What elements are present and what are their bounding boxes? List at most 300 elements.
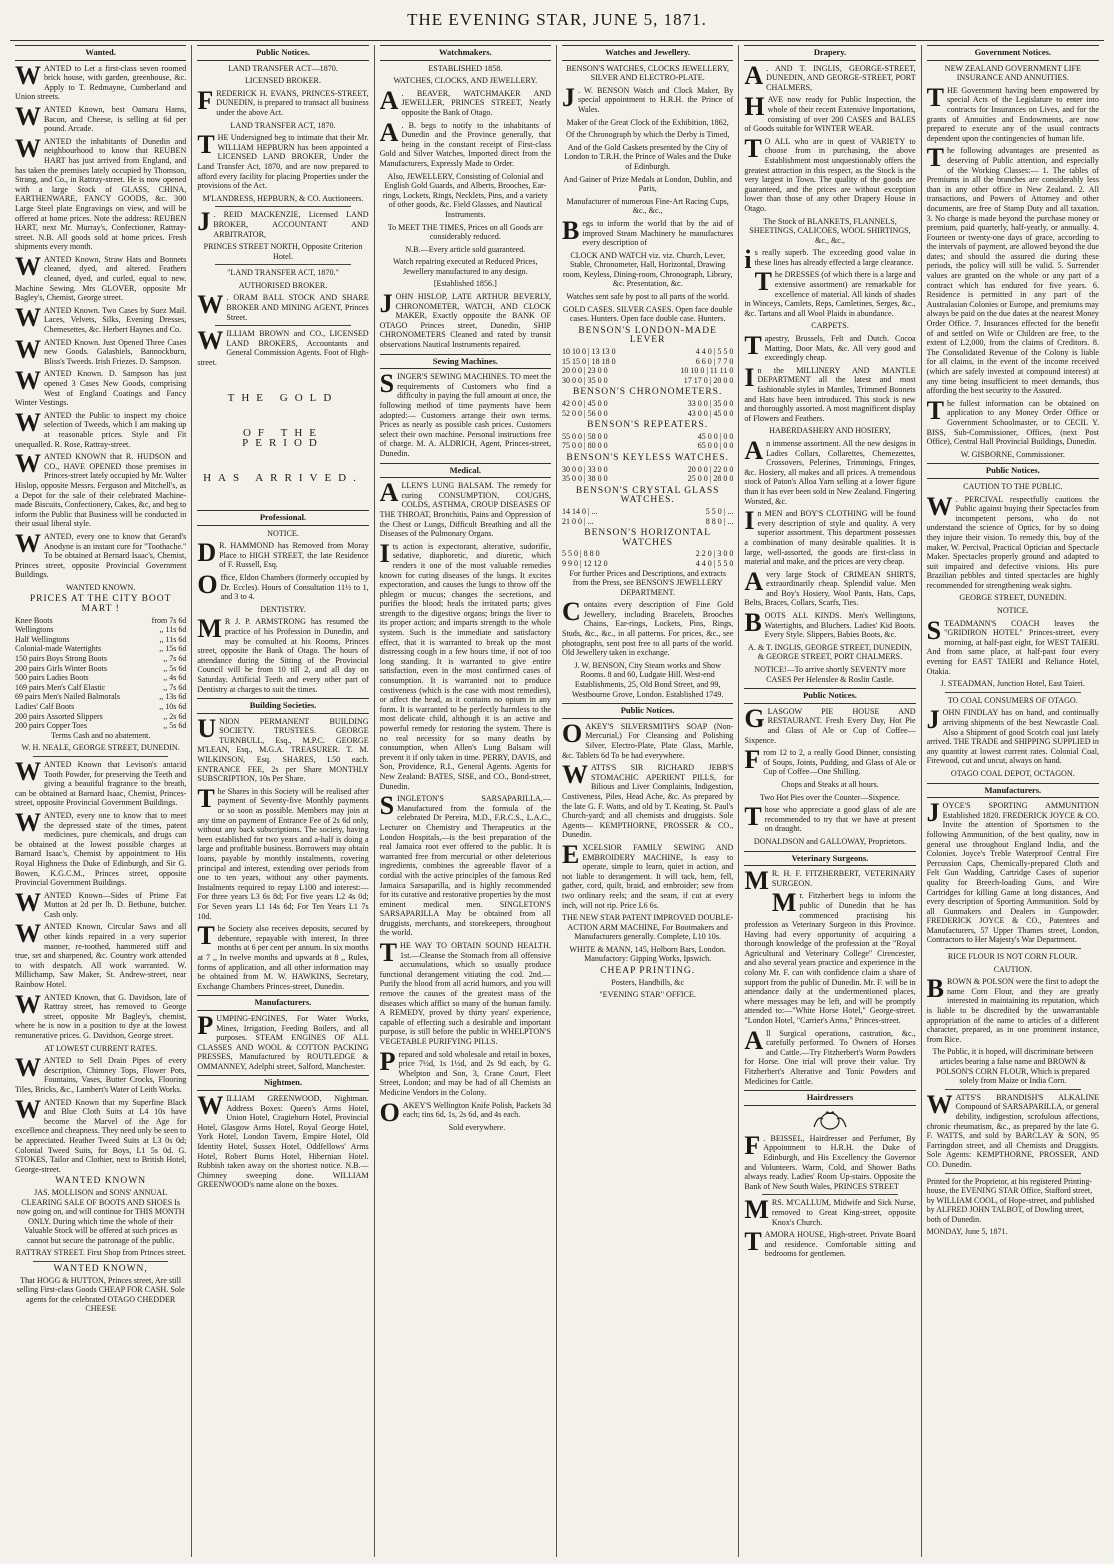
advertisement <box>744 566 916 608</box>
centered-notice: JAS. MOLLISON and SONS' ANNUAL CLEARING SALE OF BOOTS AND SHOES Is now going on, and will continue for THIS MONTH ONLY. During which time the whole of their Valuable Stock will be offered at such prices as cannot but secure the patronage of the public. <box>16 1187 185 1245</box>
drop-cap: B <box>561 215 580 245</box>
advertisement <box>197 538 369 570</box>
advertisement <box>15 887 187 920</box>
advertisement <box>744 866 916 896</box>
drop-cap: A <box>379 117 399 147</box>
advertisement <box>379 289 551 350</box>
price-row <box>562 549 733 559</box>
centered-notice: RICE FLOUR IS NOT CORN FLOUR. <box>947 952 1078 962</box>
ad-headline: BENSON'S HORIZONTAL WATCHES <box>584 528 712 548</box>
ad-body: ANTED KNOWN that R. HUDSON and CO., HAVE OPENED those premises in Princes-street lately occupied by Mr. Walter Hislop, opposite Messrs. Ferguson and Mitchell's, as a Depot for the sale of their celebrated Machine-made Biscuits, Confectionery, Cakes, &c, and beg to inform the Public that Business will be conducted in their usual liberal style. <box>15 452 187 529</box>
price-value: ,, 5s 6d <box>163 663 187 673</box>
centered-notice: LICENSED BROKER. <box>244 76 321 86</box>
ad-body: ANTED, every one to know that to meet the depressed state of the times, patent medicines, pure chemicals, and drugs can be obtained at the lowest possible charges at Barnard Isaac's, Chemist by appointment to His Royal Highness the Duke of Edinburgh, and Sir G. Bowen, K.G.C.M., Princes street, opposite Provincial Government Buildings. <box>15 810 187 888</box>
drop-cap: A <box>744 1025 764 1055</box>
price-value: 20 0 0 | 22 0 0 <box>687 464 734 474</box>
section-heading: Watches and Jewellery. <box>562 45 733 61</box>
column-3 <box>375 45 557 1557</box>
advertisement <box>744 331 916 363</box>
advertisement <box>744 1227 916 1259</box>
price-item: 5 5 0 | 8 8 0 <box>561 549 600 559</box>
column-6 <box>922 45 1104 1557</box>
advertisement <box>379 85 551 118</box>
centered-notice: "EVENING STAR" OFFICE. <box>599 990 696 1000</box>
drop-cap: J <box>926 798 940 828</box>
centered-notice: To MEET THE TIMES, Prices on all Goods are considerably reduced. <box>387 222 543 242</box>
divider <box>33 756 168 757</box>
advertisement <box>15 528 187 580</box>
divider <box>215 206 350 207</box>
drop-cap: J <box>379 289 393 319</box>
ad-headline: BENSON'S REPEATERS. <box>587 420 709 431</box>
price-list <box>562 399 733 418</box>
price-item: 69 pairs Men's Nailed Balmorals <box>15 692 120 702</box>
centered-notice: DONALDSON and GALLOWAY, Proprietors. <box>753 836 907 846</box>
price-row <box>562 517 733 527</box>
section-heading: Public Notices. <box>927 463 1099 479</box>
price-item: Ladies' Calf Boots <box>15 702 75 711</box>
centered-notice: AUTHORISED BROKER. <box>238 280 328 290</box>
price-list <box>562 465 733 484</box>
drop-cap: F <box>744 745 761 775</box>
display-line: THE GOLD <box>227 391 339 404</box>
drop-cap: S <box>926 615 942 645</box>
centered-notice: Watch repairing executed at Reduced Prices, Jewellery manufactured to any design. <box>393 257 538 276</box>
advertisement <box>197 921 369 991</box>
price-list <box>15 616 186 731</box>
centered-notice: LAND TRANSFER ACT, 1870. <box>230 120 336 130</box>
advertisement <box>197 783 369 921</box>
centered-notice: OTAGO COAL DEPOT, OCTAGON. <box>950 768 1075 778</box>
price-value: ,, 15s 6d <box>159 644 187 654</box>
ad-body: HE Government having been empowered by special Acts of the Legislature to enter into contracts for Insurances on Lives, and for the grants of Annuities and Endowments, are now prepared to execute any of the usual contracts dependent upon the contingencies of human life. <box>926 85 1099 143</box>
advertisement <box>744 1195 916 1227</box>
advertisement <box>744 1025 916 1087</box>
drop-cap: P <box>197 1010 214 1040</box>
drop-cap: J <box>197 207 211 237</box>
drop-cap: W <box>15 407 41 437</box>
price-item: 30 0 0 | 35 0 0 <box>561 375 608 385</box>
advertisement <box>744 1130 916 1192</box>
price-row <box>562 432 733 442</box>
advertisement <box>197 290 369 322</box>
drop-cap: W <box>15 887 41 917</box>
divider <box>945 692 1081 693</box>
ad-body: ATTS'S SIR RICHARD JEBB'S STOMACHIC APERIENT PILLS, for Bilious and Liver Complaints, Indigestion, Costiveness, Piles, Head Ache, &c. As prepared by the late G. F. Watts, and old by T. Keating, St. Paul's Church-yard; and all chemists and druggists. Sole Agents— KEMPTHORNE, PROSSER & CO., Dunedin. <box>561 763 734 840</box>
centered-notice: For further Prices and Descriptions, and extracts from the Press, see BENSON'S JEWELLERY DEPARTMENT. <box>569 568 726 597</box>
drop-cap: A <box>379 85 399 115</box>
drop-cap: A <box>744 566 764 596</box>
drop-cap: W <box>15 101 41 131</box>
price-value: ,, 7s 6d <box>163 654 187 664</box>
price-value: ,, 10s 6d <box>159 702 187 711</box>
advertisement <box>926 974 1099 1044</box>
ad-body: XCELSIOR FAMILY SEWING AND EMBROIDERY MACHINE, Is easy to operate, simple to learn, quiet in action, and not liable to derangement. It will tack, hem, fell, gather, cord, quilt, braid, and embroider; sew from two ordinary reels; and the seam, if cut at every inch, will not rip. Price L6 6s. <box>561 842 734 910</box>
advertisement <box>197 207 369 239</box>
ad-headline: BENSON'S KEYLESS WATCHES. <box>566 452 729 463</box>
drop-cap: i <box>744 245 752 275</box>
advertisement <box>379 117 551 169</box>
ad-body: . AND T. INGLIS, GEORGE-STREET, DUNEDIN, AND GEORGE-STREET, PORT CHALMERS, <box>766 63 916 92</box>
centered-notice: Watches sent safe by post to all parts of the world. <box>566 292 730 302</box>
drop-cap: A <box>744 435 764 465</box>
price-value: ,, 4s 6d <box>163 673 187 683</box>
drop-cap: W <box>15 133 41 163</box>
advertisement <box>197 130 369 191</box>
column-5 <box>739 45 921 1557</box>
royal-crest-icon <box>810 1109 850 1131</box>
ad-body: ANTED to Let a first-class seven roomed brick house, with garden, greenhouse, &c. Apply to T. Redmayne, Cumberland and Union streets. <box>15 63 187 102</box>
centered-notice: Chops and Steaks at all hours. <box>781 779 879 789</box>
ad-body: AMORA HOUSE, High-street. Private Board and residence. Comfortable sitting and bedrooms for gentlemen. <box>764 1230 916 1259</box>
price-item: 21 0 0 | ... <box>561 516 594 526</box>
ad-headline: BENSON'S LONDON-MADE LEVER <box>578 325 717 346</box>
centered-notice: Of the Chronograph by which the Derby is Timed, <box>565 130 730 140</box>
column-4 <box>557 45 739 1557</box>
advertisement <box>197 569 369 602</box>
ad-body: ILLIAM GREENWOOD, Nightman. Address Boxes: Queen's Arms Hotel, Union Hotel, Cragieburn Hotel, Provincial Hotel, Glasgow Arms Hotel, Royal George Hotel, York Hotel, London Tavern, Empire Hotel, Old Identity Hotel, Sussex Hotel, Oddfellows' Arms Hotel, Robert Burns Hotel, Hibernian Hotel. Rubbish taken away on the shortest notice. N.B.—Chimney sweeping done. WILLIAM GREENWOOD's name alone on the boxes. <box>197 1094 369 1190</box>
centered-notice: LAND TRANSFER ACT—1870. <box>228 63 338 73</box>
advertisement <box>15 60 187 102</box>
price-item: Half Wellingtons <box>15 634 70 644</box>
drop-cap: A <box>379 478 399 508</box>
ad-body: HE WAY TO OBTAIN SOUND HEALTH. 1st.—Cleanse the Stomach from all offensive accumulations, which so usually produce functional derangement vitiating the cod. 2nd.—Purify the blood from all acrid humors, and you will remove the causes of the greatest mass of the diseases which afflict so many of the human family. A REMEDY, proved by thirty years' experience, capable of effecting such a desirable and important purpose, is still before the public in WHELPTON'S VEGETABLE PURIFYING PILLS. <box>379 941 551 1046</box>
price-row <box>562 441 733 451</box>
price-row <box>15 654 186 664</box>
ad-body: s really superb. The exceeding good value in these lines has already effected a large clearance. <box>754 248 916 267</box>
price-value: 25 0 0 | 28 0 0 <box>687 474 734 484</box>
centered-notice: J. W. BENSON, City Steam works and Show Rooms. 8 and 60, Ludgate Hill. West-end Establishments, 25, Old Bond Street, and 99, Westbourne Grove, London. Established 1749. <box>571 660 724 699</box>
section-heading: Nightmen. <box>197 1075 368 1091</box>
centered-notice: AT LOWEST CURRENT RATES. <box>44 1043 158 1053</box>
advertisement <box>744 267 916 318</box>
price-value: ,, 11s 6d <box>159 625 187 635</box>
price-item: 55 0 0 | 58 0 0 <box>561 431 608 441</box>
ad-body: R. HAMMOND has Removed from Moray Place to HIGH STREET, the late Residence of F. Russell, Esq. <box>219 541 369 570</box>
advertisement <box>379 791 551 938</box>
centered-notice: TO COAL CONSUMERS OF OTAGO. <box>947 695 1078 705</box>
centered-notice: BENSON'S WATCHES, CLOCKS JEWELLERY, SILVER AND ELECTRO-PLATE. <box>566 63 730 83</box>
advertisement <box>926 1089 1099 1170</box>
price-row <box>562 409 733 419</box>
ad-body: AKEY'S SILVERSMITH'S SOAP (Non-Mercurial,) For Cleansing and Polishing Silver, Electro-Plate, Plate Glass, Marble, &c. Tablets 6d To be had everywhere. <box>561 721 734 760</box>
drop-cap: G <box>744 703 765 733</box>
drop-cap: F <box>197 85 214 115</box>
ad-body: apestry, Brussels, Felt and Dutch. Cocoa Matting, Door Mats, &c. All very good and exceedingly cheap. <box>764 334 916 363</box>
ad-body: OHN FINDLAY has on hand, and continually arriving shipments of the best Newcastle Coal. Also a Shipment of good Scotch coal just lately arrived. THE TRADE and SHIPPING SUPPLIED in any quantity at lowest current rates. Colonial Coal, Firewood, cut and uncut, always on hand. <box>926 708 1099 766</box>
ad-body: O ALL who are in quest of VARIETY to choose from in purchasing, the above Establishment most unquestionably offers the greatest attraction in this respect, as the Stock is the very largest in Town. The quality of the goods are guaranteed, and the prices are without exception lower than those of any other Drapery House in Otago. <box>744 136 916 213</box>
ad-body: LLEN'S LUNG BALSAM. The remedy for curing CONSUMPTION, COUGHS, COLDS, ASTHMA, CROUP DISEASES OF THE THROAT, Bronchitis, Pains and Oppression of the Chest or Lungs, Difficult Breathing and all the Diseases of the Pulmonary Organs. <box>379 481 551 539</box>
ad-body: ANTED Known. Just Opened Three Cases new Goods. Galashiels, Bannockburn, Bliss's Tweeds. Irish Friezes. D. Sampson. <box>44 337 187 366</box>
centered-notice: RATTRAY STREET. First Shop from Princes street. <box>15 1248 186 1258</box>
ad-body: NION PERMANENT BUILDING SOCIETY. TRUSTEES. GEORGE TURNBULL, Esq., M.P.C. GEORGE M'LEAN, Esq., M.G.A. TREASURER. T. M. WILKINSON, Esq. SHARES, L50 each. ENTRANCE FEE, 2s per Share MONTHLY SUBSCRIPTION, 10s Per Share. <box>197 716 369 784</box>
advertisement <box>744 362 916 424</box>
ad-body: ILLIAM BROWN and CO., LICENSED LAND BROKERS, Accountants and General Commission Agents. Foot of High-street. <box>197 329 369 368</box>
drop-cap: W <box>561 760 588 790</box>
price-value: 43 0 0 | 45 0 0 <box>687 408 734 418</box>
price-row <box>15 721 186 731</box>
drop-cap: T <box>744 133 762 163</box>
price-row <box>562 347 733 357</box>
ad-body: INGLETON'S SARSAPARILLA,— Manufactured from the formula of the celebrated Dr Pereira, M.D., F.R.C.S., L.A.C., Lecturer on Chemistry and Therapeutics at the London Hospitals,—is the best preparation of the real Jamaica root ever offered to the public. It is warranted free from mercurial or other deleterious ingredients, combines the agreeable flavor of a cordial with the active principles of the famous Red Jamaica Sarsaparilla, and is highly recommended for its curative and restorative properties by the most eminent medical men. SINGLETON'S SARSAPARILLA May be obtained from all druggists, merchants, and storekeepers, throughout the world. <box>379 794 551 938</box>
ad-body: repared and sold wholesale and retail in boxes, price 7½d, 1s 1½d, and 2s 9d each, by G. Whelpton and Son, 3, Crane Court, Fleet Street, London; and may be had of all Chemists an Medicine Vendors in the Colony. <box>379 1049 551 1097</box>
drop-cap: W <box>15 60 41 90</box>
ad-body: INGER'S SEWING MACHINES. TO meet the requirements of Customers who find a difficulty in paying the full amount at once, the following method of time payments have been adopted:— Customers arrange their own terms. Prices as nearly as possible cash prices. Customers select their own machine. Personal instructions free of charge. M. A. ALDRICH, Agent, Princes-street, Dunedin. <box>379 372 551 458</box>
centered-notice: CAUTION TO THE PUBLIC. <box>963 481 1063 491</box>
price-item: 15 15 0 | 18 18 0 <box>561 356 616 366</box>
advertisement <box>197 713 369 784</box>
drop-cap: W <box>15 1053 41 1083</box>
section-heading: Public Notices. <box>562 703 733 719</box>
advertisement <box>561 215 734 248</box>
price-item: 52 0 0 | 56 0 0 <box>561 408 608 418</box>
drop-cap: I <box>744 362 755 392</box>
centered-notice: PRINCES STREET NORTH, Opposite Criterion Hotel. <box>203 242 363 261</box>
ad-body: ffice, Eldon Chambers (formerly occupied by Dr. Eccles). Hours of Consultation 11½ to 1, and 3 to 4. <box>220 572 369 602</box>
drop-cap: U <box>197 713 217 743</box>
ad-body: . B. begs to notify to the inhabitants of Dunedin and the Province generally, that being in the constant receipt of First-class Gold and Silver Watches, Imported direct from the Manufacturers, Expressly Made to Order. <box>379 120 551 168</box>
drop-cap: M <box>197 614 222 644</box>
advertisement <box>744 435 916 506</box>
price-value: 33 0 0 | 35 0 0 <box>687 399 734 408</box>
ad-body: ANTED the Public to inspect my choice selection of Tweeds, which I am making up at reasonable prices. Style and Fit unequalled. R. Rose, Rattray-street. <box>15 410 187 449</box>
price-row <box>15 625 186 635</box>
advertisement <box>744 506 916 567</box>
advertisement <box>15 449 187 529</box>
drop-cap: T <box>926 82 944 112</box>
price-item: 35 0 0 | 38 0 0 <box>561 474 608 484</box>
ad-body: ROWN & POLSON were the first to adopt the name Corn Flour, and they are greatly interested in maintaining its reputation, which is liable to be discredited by the unwarrantable appropriation of the name to articles of a different character, prepared, as in one prominent instance, from Rice. <box>926 977 1099 1044</box>
price-list <box>562 432 733 451</box>
section-heading: Wanted. <box>15 45 186 61</box>
centered-notice: DENTISTRY. <box>260 604 306 614</box>
divider <box>762 1194 897 1195</box>
advertisement <box>744 745 916 777</box>
drop-cap: C <box>561 597 581 627</box>
price-row <box>562 559 733 569</box>
drop-cap: T <box>744 802 762 832</box>
price-item: 9 9 0 | 12 12 0 <box>561 558 608 568</box>
centered-notice: W. H. NEALE, GEORGE STREET, DUNEDIN. <box>21 743 180 753</box>
price-list <box>562 507 733 526</box>
ad-headline: PRICES AT THE CITY BOOT MART ! <box>29 594 172 615</box>
price-value: ,, 5s 6d <box>163 721 187 731</box>
ad-body: ANTED Known, Straw Hats and Bonnets cleaned, dyed, and altered. Feathers cleaned, dyed, and curled, equal to new. Machine Sewing. Mrs GLOVER, opposite Mr Bagley's, Chemist, George street. <box>15 254 187 303</box>
price-row <box>562 465 733 475</box>
advertisement <box>15 919 187 990</box>
centered-notice: M'LANDRESS, HEPBURN, & CO. Auctioneers. <box>202 193 364 203</box>
drop-cap: B <box>744 608 762 638</box>
price-value: ,, 13s 6d <box>159 692 187 702</box>
section-heading: Public Notices. <box>744 688 915 704</box>
price-row <box>15 702 186 712</box>
price-item: Wellingtons <box>15 625 54 635</box>
ad-headline: CHEAP PRINTING. <box>600 966 696 977</box>
price-item: 14 14 0 | ... <box>561 506 598 516</box>
ad-body: ANTED the inhabitants of Dunedin and neighbourhood to know that REUBEN HART has just arrived from England, and has taken the premises lately occupied by Thomson, Strang, and Co., in Rattray-street. He is now opened with a large Stock of GLASS, CHINA, EARTHENWARE, FANCY GOODS, &c. 300 Large Steel plate Engravings on view, and will be offered at home prices. Note the address: REUBEN HART, next Mr. Murray's, Confectioner, Rattray-street. N.B. All goods sold at home prices. Fresh shipments every month. <box>15 136 187 252</box>
ad-body: . BEAVER, WATCHMAKER AND JEWELLER, PRINCES STREET, Nearly opposite the Bank of Otago. <box>401 88 551 117</box>
centered-notice: CLOCK AND WATCH viz. viz. Church, Lever, Stable, Chronometer, Hall, Horizontal, Drawing room, Keyless, Dining-room, Chronograph, Library, &c. Presentation, &c. <box>562 250 733 289</box>
ad-body: he Shares in this Society will be realised after payment of Seventy-five Monthly payments or so soon as possible. Members may join at any time on payment of Entrance Fee of 2s 6d only, without any back subscriptions. The society, having been established for two years and a-half is doing a large and profitable business. Borrowers may obtain loans, payable by monthly instalments, covering principal and interest, extending over periods from one to ten years, without any other payments. Instalments required to repay L100 and interest:— For three years L3 6s 8d; For five years L2 4s 0d; For Seven years L1 14s 6d; For Ten Years L1 7s 10d. <box>197 786 369 921</box>
price-value: ,, 7s 6d <box>163 682 187 692</box>
advertisement <box>744 888 916 1026</box>
display-line: OF THE PERIOD <box>242 427 324 449</box>
centered-notice: CARPETS. <box>811 321 849 331</box>
centered-notice: NEW ZEALAND GOVERNMENT LIFE INSURANCE AND ANNUITIES. <box>944 63 1081 83</box>
drop-cap: W <box>15 919 41 949</box>
drop-cap: W <box>15 366 41 396</box>
drop-cap: E <box>561 839 580 869</box>
advertisement <box>379 538 551 791</box>
centered-notice: WATCHES, CLOCKS, AND JEWELLERY. <box>393 76 538 86</box>
drop-cap: I <box>744 506 755 536</box>
centered-notice: GEORGE STREET, DUNEDIN. <box>959 593 1067 603</box>
section-heading: Medical. <box>380 463 551 479</box>
drop-cap: F <box>744 1130 761 1160</box>
drop-cap: T <box>744 1227 762 1257</box>
price-list <box>562 549 733 568</box>
advertisement <box>15 133 187 252</box>
drop-cap: I <box>379 538 390 568</box>
advertisement <box>926 705 1099 766</box>
price-row <box>562 376 733 386</box>
advertisement <box>15 334 187 367</box>
ad-body: R. H. F. FITZHERBERT, VETERINARY SURGEON. <box>771 869 916 888</box>
price-row <box>15 712 186 722</box>
drop-cap: J <box>561 82 575 112</box>
advertisement <box>15 251 187 303</box>
price-row <box>15 683 186 693</box>
advertisement <box>926 82 1099 144</box>
divider <box>945 1173 1081 1174</box>
ad-body: OOTS ALL KINDS. Men's Wellingtons, Watertights, and Bluchers. Ladies' Kid Boots. Every Style. Slippers, Babies Boots, &c. <box>764 611 916 640</box>
ad-body: UMPING-ENGINES, For Water Works, Mines, Irrigation, Feeding Boilers, and all purposes. STEAM ENGINES OF ALL CLASSES AND WOOL & COTTON PACKING PRESSES, Manufactured by ROUTLEDGE & OMMANNEY, Adelphi street, Salford, Manchester. <box>197 1013 369 1071</box>
section-heading: Hairdressers <box>744 1090 915 1106</box>
centered-notice: NOTICE. <box>996 606 1029 616</box>
drop-cap: W <box>15 756 41 786</box>
centered-notice: CAUTION. <box>993 964 1033 974</box>
advertisement <box>197 1091 369 1190</box>
section-heading: Manufacturers. <box>927 783 1099 799</box>
centered-notice: WANTED KNOWN. <box>66 582 136 592</box>
section-heading: Government Notices. <box>927 45 1099 61</box>
centered-notice: And Gainer of Prize Medals at London, Dublin, and Paris, <box>563 174 732 194</box>
drop-cap: W <box>197 290 224 320</box>
drop-cap: W <box>926 1089 953 1119</box>
drop-cap: W <box>15 1094 41 1124</box>
ad-body: very large Stock of CRIMEAN SHIRTS, extraordinarily cheap. Splendid value. Men and Boy's Hosiery, Wool Pants, Hats, Caps, Belts, Braces, Collars, Scarfs, Ties. <box>744 569 916 608</box>
price-row <box>562 507 733 517</box>
price-value: ,, 11s 6d <box>159 634 187 644</box>
centered-notice: Manufacturer of numerous Fine-Art Racing Cups, &c., &c., <box>566 196 729 216</box>
drop-cap: T <box>754 267 772 297</box>
centered-notice: That HOGG & HUTTON, Princes street, Are still selling First-class Goods CHEAP FOR CASH. Sole agents for the celebrated OTAGO CHEDDER CHEESE <box>16 1275 185 1314</box>
ad-body: ANTED Known. D. Sampson has just opened 3 Cases New Goods, comprising West of England Coatings and Fancy Winter Vestings. <box>15 369 187 408</box>
price-row <box>562 474 733 484</box>
drop-cap: W <box>15 302 41 332</box>
advertisement <box>15 1053 187 1094</box>
masthead: THE EVENING STAR, JUNE 5, 1871. <box>10 0 1104 41</box>
centered-notice: NOTICE. <box>267 528 299 538</box>
section-heading: Manufacturers. <box>197 995 368 1011</box>
price-item: 200 pairs Copper Toes <box>15 721 87 731</box>
ad-body: . BEISSEL, Hairdresser and Perfumer, By Appointment to H.R.H. the Duke of Edinburgh, and His Excellency the Governor and Volunteers. Warm, Cold, and Shower Baths always ready. Ladies' Room Up-stairs. Opposite the Bank of New South Wales, PRINCES STREET <box>744 1133 916 1191</box>
ad-body: ANTED Known—Sides of Prime Fat Mutton at 2d per lb. D. Bethune, butcher. Cash only. <box>44 890 187 919</box>
drop-cap: M <box>771 888 797 918</box>
centered-notice: J. STEADMAN, Junction Hotel, East Taieri. <box>940 679 1085 689</box>
advertisement <box>744 133 916 214</box>
drop-cap: W <box>197 1091 224 1121</box>
advertisement <box>926 395 1099 447</box>
price-item: 200 pairs Girls Winter Boots <box>15 663 107 673</box>
ad-body: LASGOW PIE HOUSE AND RESTAURANT. Fresh Every Day, Hot Pie and Glass of Ale or Cup of Coffee—Sixpence. <box>744 706 916 745</box>
advertisement <box>379 1046 551 1098</box>
centered-notice: WHITE & MANN, 145, Holborn Bars, London. Manufactory: Gipping Works, Ipswich. <box>569 944 726 964</box>
drop-cap: W <box>15 989 41 1019</box>
price-item: 169 pairs Men's Calf Elastic <box>15 682 106 692</box>
advertisement <box>379 938 551 1047</box>
advertisement <box>15 407 187 449</box>
ad-body: . W. BENSON Watch and Clock Maker, By special appointment to H.R.H. the Prince of Wales. <box>577 85 734 114</box>
price-row <box>562 357 733 367</box>
price-item: 10 10 0 | 13 13 0 <box>561 347 616 357</box>
section-heading: Professional. <box>197 510 368 526</box>
ad-body: . REID MACKENZIE, Licensed LAND BROKER, ACCOUNTANT AND ARBITRATOR, <box>213 210 369 239</box>
advertisement <box>744 60 916 93</box>
drop-cap: P <box>379 1046 396 1076</box>
centered-notice: Sold everywhere. <box>448 1122 506 1132</box>
divider <box>215 264 350 265</box>
drop-cap: O <box>197 569 218 599</box>
advertisement <box>197 85 369 118</box>
ad-body: ts action is expectorant, alterative, sudorific, sedative, diaphoretic, and diuretic, which renders it one of the most valuable remedies known for curing diseases of the lungs. It excites expectoration, and causes the lungs to throw off the phlegm or mucus; changes the secretions, and purifies the blood; heals the irritated parts; gives strength to the digestive organs; brings the liver to its proper action; and imparts strength to the whole system. Such is the immediate and satisfactory effect, that it is warranted to break up the most distressing cough in a few hours time, if not of too long standing. It is warranted to give entire satisfaction, even in the most confirmed cases of consumption. It is warranted not to produce costiveness (which is the case with most remedies), or affect the head, as it contains no opium in any form. It is warranted to be perfectly harmless to the most delicate child, although it is an active and powerful remedy for restoring the system. There is no real necessity for so many deaths by consumption, when Allen's Lung Balsam will prevent it if only taken in time. PERRY, DAVIS, and Son, Providence, R.I., General Agents. Agents for New Zealand: BATES, SISE, and CO., Bond-street, Dunedin. <box>379 541 551 791</box>
drop-cap: O <box>379 1097 400 1127</box>
ad-body: he Society also receives deposits, secured by debenture, repayable with interest, In three months at 6 per cent per annum. In six months at 7 ,, In twelve months and upwards at 8 ,, Rules, forms of application, and all other information may be obtained from M. W. HAWKINS, Secretary, Exchange Chambers Princes-street, Dunedin. <box>197 924 369 991</box>
advertisement <box>926 143 1099 396</box>
centered-notice: THE NEW STAR PATENT IMPROVED DOUBLE-ACTION ARM MACHINE, For Bootmakers and Manufacturers generally. Complete, L10 10s. <box>562 913 734 942</box>
advertisement <box>561 597 734 658</box>
section-heading: Drapery. <box>744 45 915 61</box>
drop-cap: T <box>744 331 762 361</box>
price-row <box>15 673 186 683</box>
price-row <box>15 635 186 645</box>
newspaper-columns <box>10 45 1104 1557</box>
advertisement <box>197 326 369 368</box>
advertisement <box>744 92 916 134</box>
ad-body: hose who appreciate a good glass of ale are recommended to try that we have at present on draught. <box>764 805 916 834</box>
price-item: Knee Boots <box>15 615 53 625</box>
column-1 <box>10 45 192 1557</box>
advertisement <box>15 756 187 808</box>
advertisement <box>15 302 187 335</box>
centered-notice: HABERDASHERY AND HOSIERY, <box>769 426 891 436</box>
price-value: 65 0 0 | 0 0 <box>697 441 734 451</box>
column-2 <box>192 45 374 1557</box>
drop-cap: T <box>197 130 215 160</box>
price-row <box>15 692 186 702</box>
price-item: 150 pairs Boys Strong Boots <box>15 654 108 664</box>
centered-notice: N.B.—Every article sold guaranteed. <box>405 244 526 254</box>
ad-body: . PERCIVAL respectfully cautions the Public against buying their Spectacles from incompetent persons, who do not understand the science of Optics, for by so doing they injure their vision. To remedy this, buy of the maker, W. Percival, Practical Optician and Spectacle Maker. Spectacles properly ground and adapted to suit impaired and defective visions. His pure Brazilian pebbles and tinted spectacles are highly recommended for strengthening weak sights. <box>926 494 1099 590</box>
ad-body: he fullest information can be obtained on application to any Money Order Office or Government Schoolmaster, or to CECIL Y. BISS, Sub-Commissioner, Offices, (next Post Office), Central Hall Provincial Buildings, Dunedin. <box>926 398 1099 447</box>
ad-body: ontains every description of Fine Gold Jewellery, including Bracelets, Brooches Chains, Ear-rings, Lockets, Pins, Rings, Studs, &c., &c., in all patterns. For prices, &c., see photographs, sent post free to all parts of the world. Old Jewellery taken in exchange. <box>561 600 734 658</box>
price-row <box>15 664 186 674</box>
drop-cap: T <box>926 395 944 425</box>
advertisement <box>561 718 734 760</box>
section-heading: Building Societies. <box>197 698 368 714</box>
drop-cap: T <box>926 143 944 173</box>
ad-body: he following advantages are presented as deserving of Public attention, and especially of the Working Classes:— 1. The tables of Premiums in all the branches are considerably less than in any other office in New Zealand. 2. All transactions, and Powers of Attorney and other documents, are free of Stamp Duty and all taxation. 3. No charge is made beyond the purchase money or premium, paid quarterly, half-yearly, or annually. 4. Fourteen or twenty-one days of grace, according to the intervals of payment, are allowed beyond the due dates; and should the assured die during these periods, the policy will still be valid. 5. Surrender values are granted on the whole or any part of a contract which has endured for five years. 6. Residence is permitted in any part of the Australasian Colonies or Europe, and premiums may always be paid on the due dates at the nearest Money Order Office. 7. Insurances effected for the benefit of and settled on Wife or Children are free, to the extent of L2,000, from the claims of Creditors. 8. The Consolidated Revenue of the Colony is liable for all claims, in the event of the income received (which are safely invested at compound interest) at any time being insufficient to meet demands, thus affording the best security to the Assured. <box>926 146 1099 396</box>
